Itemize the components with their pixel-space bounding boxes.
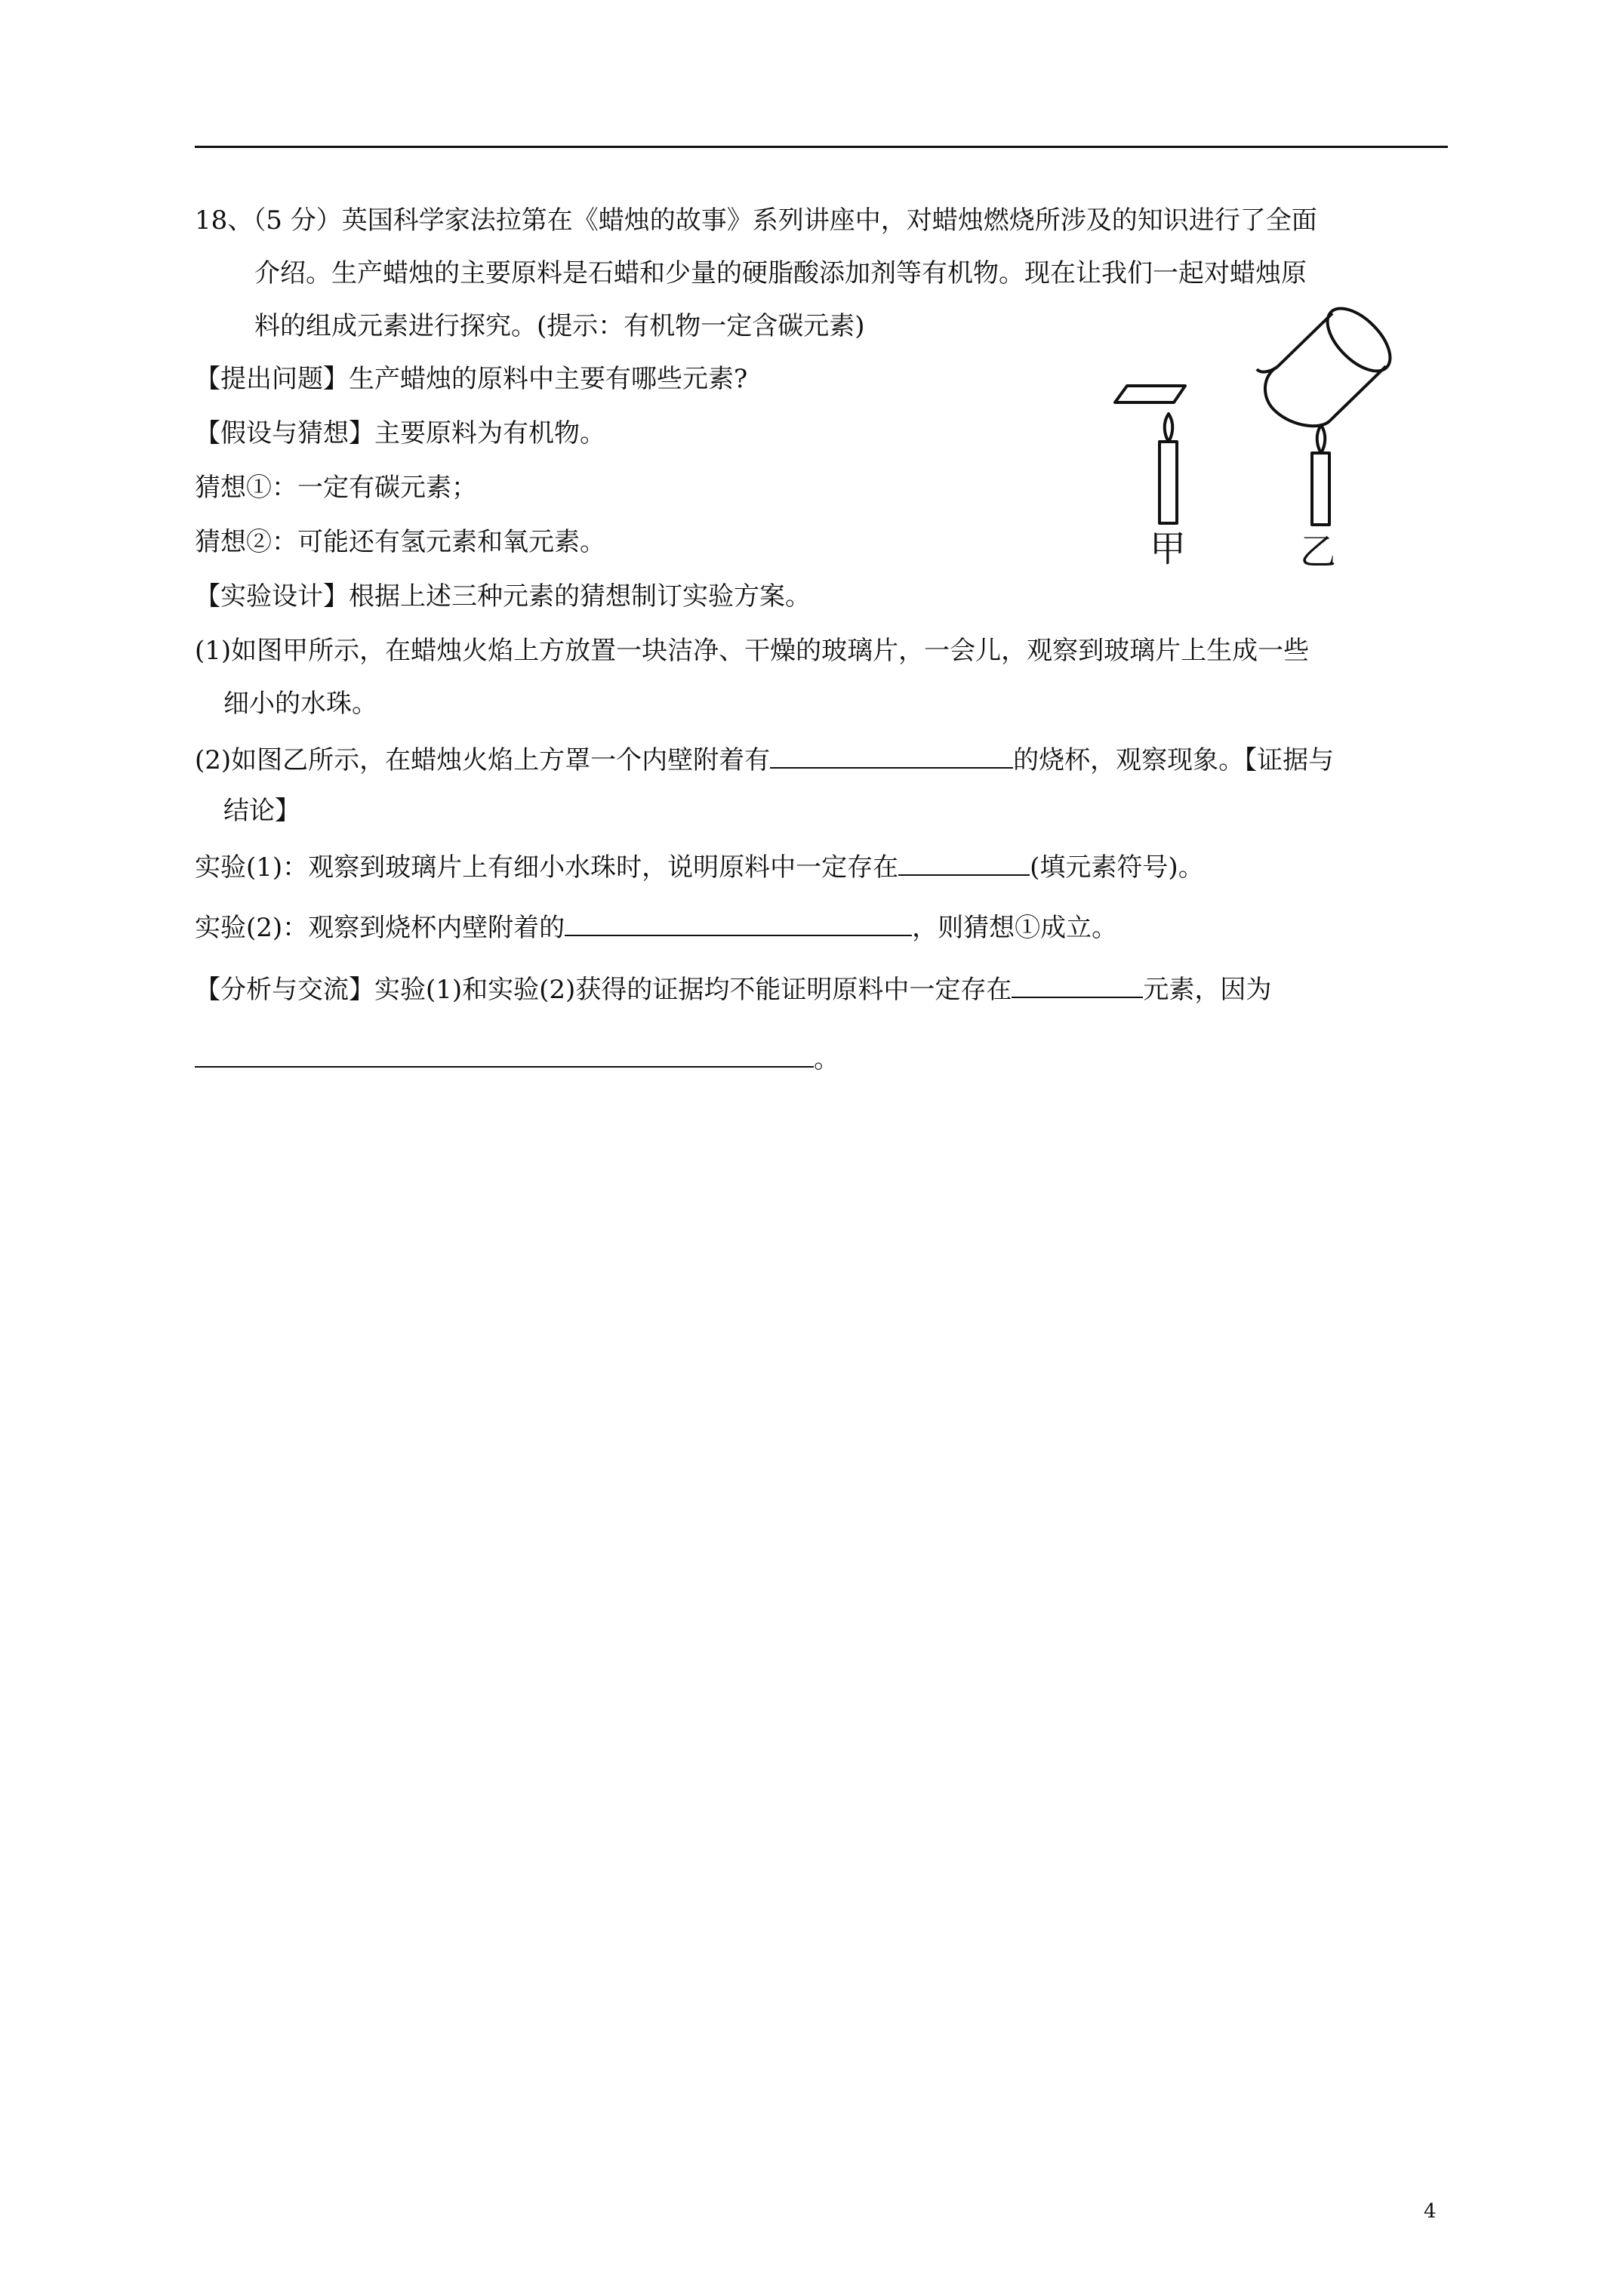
candle-icon-a [1160, 442, 1177, 523]
step-2-line-b: 结论】 [223, 796, 300, 826]
analysis-text-post: 元素，因为 [1143, 975, 1272, 1005]
question-line-2: 介绍。生产蜡烛的主要原料是石蜡和少量的硬脂酸添加剂等有机物。现在让我们一起对蜡烛原 [254, 258, 1307, 288]
experiment-2-line [195, 909, 1117, 945]
candle-icon-b [1312, 453, 1329, 525]
step-1-line-a: (1)如图甲所示，在蜡烛火焰上方放置一块洁净、干燥的玻璃片，一会儿，观察到玻璃片上生成一些 [195, 636, 1310, 666]
answer-blank-5[interactable] [195, 1040, 814, 1068]
figure-label-a: 甲 [1150, 528, 1187, 570]
step-1-line-b: 细小的水珠。 [223, 689, 377, 719]
experiment-2-text-post: ，则猜想①成立。 [912, 913, 1118, 943]
question-line-3: 料的组成元素进行探究。(提示：有机物一定含碳元素) [254, 311, 865, 341]
guess-1: 猜想①：一定有碳元素； [195, 473, 477, 503]
analysis-continuation [195, 1040, 839, 1076]
guess-2: 猜想②：可能还有氢元素和氧元素。 [195, 527, 605, 557]
design-text: 【实验设计】根据上述三种元素的猜想制订实验方案。 [195, 581, 811, 612]
experiment-2-text-pre: 实验(2)：观察到烧杯内壁附着的 [195, 913, 565, 943]
answer-blank-1[interactable] [770, 741, 1013, 769]
analysis-line [195, 971, 1271, 1006]
glass-plate-icon [1115, 386, 1185, 402]
answer-blank-3[interactable] [565, 909, 912, 936]
figure-label-b: 乙 [1300, 531, 1337, 573]
beaker-icon [1257, 297, 1401, 426]
experiment-figure [1102, 291, 1419, 581]
hypothesis-text: 【假设与猜想】主要原料为有机物。 [195, 418, 605, 448]
question-line-1: 18、（5 分）英国科学家法拉第在《蜡烛的故事》系列讲座中，对蜡烛燃烧所涉及的知识进行了全面 [195, 205, 1317, 236]
answer-blank-2[interactable] [898, 849, 1030, 876]
analysis-end: 。 [814, 1044, 839, 1074]
experiment-1-text-post: (填元素符号)。 [1030, 852, 1204, 883]
analysis-text-pre: 【分析与交流】实验(1)和实验(2)获得的证据均不能证明原料中一定存在 [195, 975, 1012, 1005]
flame-icon-b [1317, 425, 1326, 453]
experiment-1-text-pre: 实验(1)：观察到玻璃片上有细小水珠时，说明原料中一定存在 [195, 852, 899, 883]
step-2-text-post: 的烧杯，观察现象。【证据与 [1013, 745, 1335, 775]
answer-blank-4[interactable] [1012, 971, 1143, 998]
step-2-line-a [195, 741, 1334, 777]
flame-icon-a [1165, 414, 1173, 442]
page-number: 4 [1424, 2200, 1437, 2223]
experiment-1-line [195, 849, 1204, 884]
header-rule [195, 146, 1448, 148]
step-2-text-pre: (2)如图乙所示，在蜡烛火焰上方罩一个内壁附着有 [195, 745, 771, 775]
problem-text: 【提出问题】生产蜡烛的原料中主要有哪些元素? [195, 364, 748, 394]
